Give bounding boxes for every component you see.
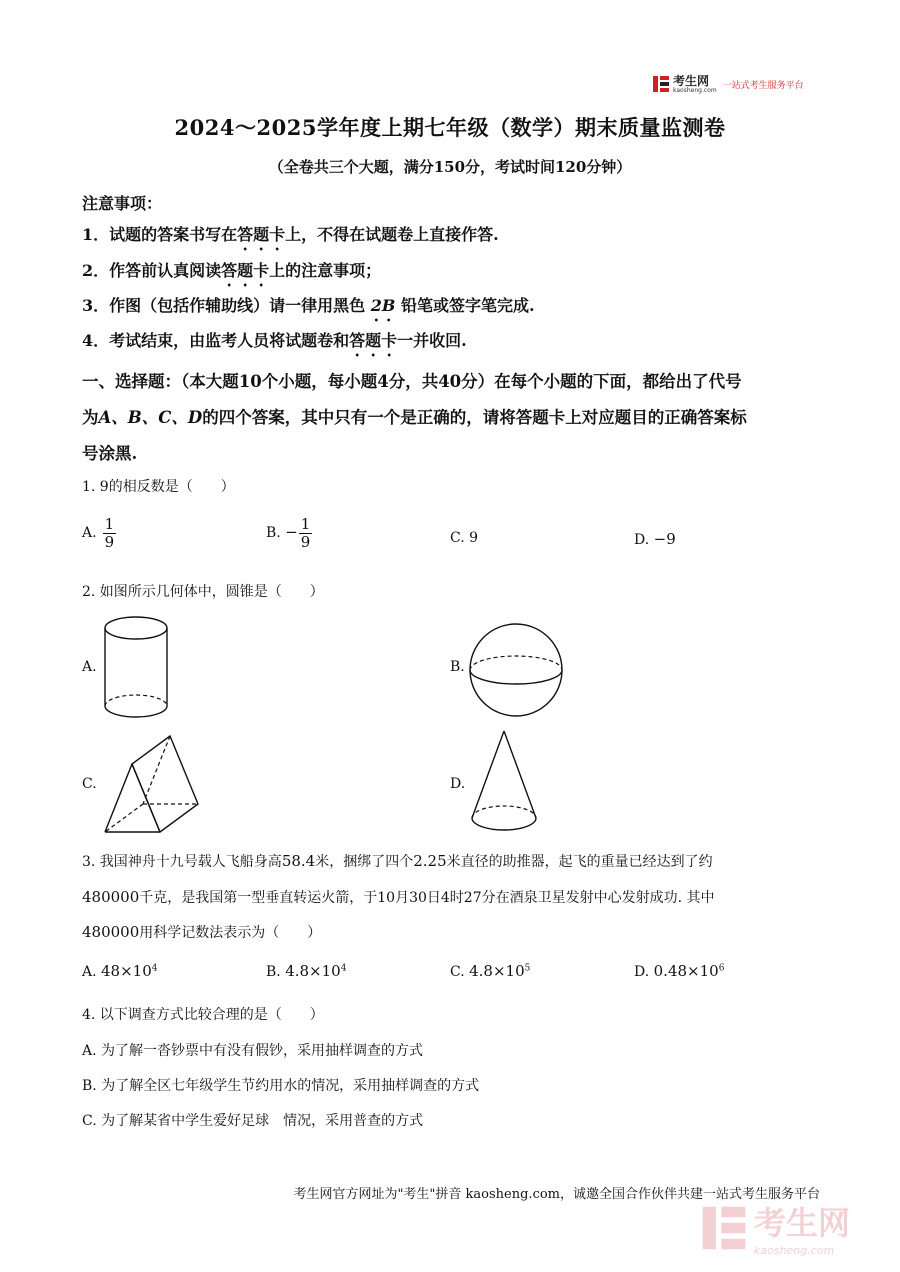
footer-text: 考生网官方网址为"考生"拼音 kaosheng.com，诚邀全国合作伙伴共建一站式考生服务平台 — [293, 1187, 820, 1202]
q3-option-b: B. $4.8\times 10^4$ — [266, 962, 347, 980]
watermark-logo-icon — [700, 1204, 748, 1252]
q2-option-d: D. — [450, 776, 466, 792]
watermark-url: kaosheng.com — [754, 1244, 835, 1257]
watermark-text: 考生网 — [754, 1204, 851, 1242]
question-3-line-3: 480000用科学记数法表示为（ ） — [82, 923, 322, 941]
brand-logo — [652, 72, 832, 96]
logo-url: kaosheng.com — [673, 86, 717, 94]
prism-figure — [100, 734, 204, 836]
question-4-stem: 4. 以下调查方式比较合理的是（ ） — [82, 1007, 324, 1023]
page-title: 2024～2025学年度上期七年级（数学）期末质量监测卷 — [174, 115, 726, 140]
page-subtitle: （全卷共三个大题，满分150分，考试时间120分钟） — [268, 158, 632, 176]
q2-option-c: C. — [82, 776, 97, 792]
note-item: 1．试题的答案书写在答题卡上，不得在试题卷上直接作答. — [82, 225, 499, 244]
question-3-line-2: 480000千克，是我国第一型垂直转运火箭，于10月30日4时27分在酒泉卫星发射中心发射成功. 其中 — [82, 888, 715, 906]
watermark — [700, 1198, 880, 1258]
note-item: 2．作答前认真阅读答题卡上的注意事项； — [82, 261, 382, 280]
q4-option-a: A. 为了解一沓钞票中有没有假钞，采用抽样调查的方式 — [82, 1043, 424, 1059]
note-item: 3．作图（包括作辅助线）请一律用黑色 2B 铅笔或签字笔完成. — [82, 296, 535, 315]
cylinder-figure — [100, 612, 172, 722]
q4-option-b: B. 为了解全区七年级学生节约用水的情况，采用抽样调查的方式 — [82, 1078, 480, 1094]
question-1-stem: 1. 9的相反数是（ ） — [82, 479, 235, 495]
q3-option-a: A. $48\times 10^4$ — [82, 962, 158, 980]
note-item: 4．考试结束，由监考人员将试题卷和答题卡一并收回. — [82, 331, 467, 350]
q4-option-c: C. 为了解某省中学生爱好足球 情况，采用普查的方式 — [82, 1113, 424, 1129]
q3-option-c: C. $4.8\times 10^5$ — [450, 962, 531, 980]
q1-option-a: A. $\frac{1}{9}$ — [82, 515, 115, 551]
q1-option-b: B. − $\frac{1}{9}$ — [266, 515, 311, 551]
kaosheng-logo-icon — [652, 75, 670, 93]
notes-heading: 注意事项： — [82, 194, 163, 213]
logo-name: 考生网 — [673, 73, 710, 88]
q1-option-c: C. 9 — [450, 530, 479, 546]
q2-option-a: A. — [82, 659, 97, 675]
question-3-line-1: 3. 我国神舟十九号载人飞船身高58.4米，捆绑了四个2.25米直径的助推器，起飞的重量已经达到了约 — [82, 852, 713, 870]
q2-option-b: B. — [450, 659, 465, 675]
section-heading: 一、选择题：（本大题10个小题，每小题4分，共40分）在每个小题的下面，都给出了代号 为A、B、C、D的四个答案，其中只有一个是正确的，请将答题卡上对应题目的正确答案标 号涂黑. — [82, 372, 747, 463]
sphere-figure — [466, 620, 566, 720]
q1-option-d: D. −9 — [634, 530, 676, 548]
question-2-stem: 2. 如图所示几何体中，圆锥是（ ） — [82, 584, 324, 600]
cone-figure — [468, 728, 540, 838]
logo-slogan: 一站式考生服务平台 — [722, 80, 804, 91]
q3-option-d: D. $0.48\times 10^6$ — [634, 962, 725, 980]
